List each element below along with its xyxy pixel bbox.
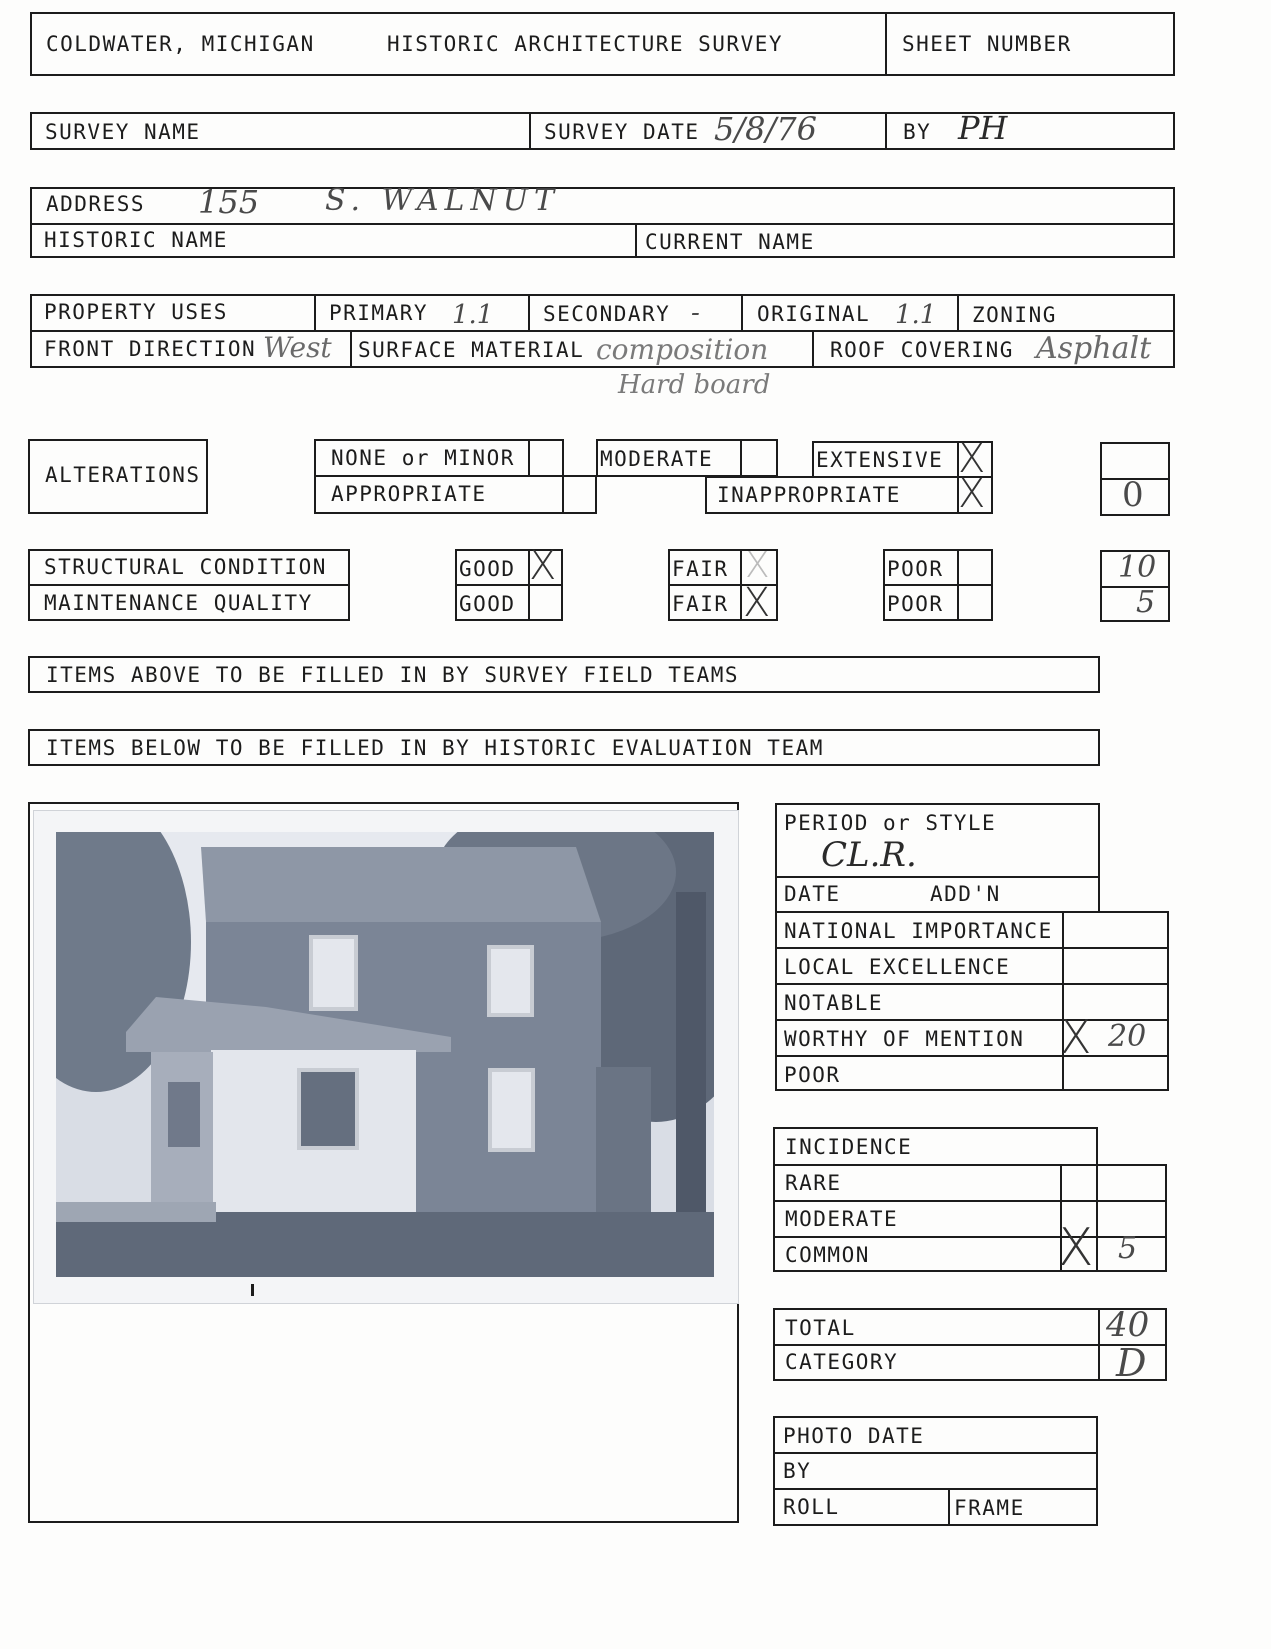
- notable-label: NOTABLE: [784, 991, 884, 1015]
- structural-score: 10: [1118, 550, 1157, 585]
- property-col-2: [528, 294, 530, 330]
- poor-cells-divider: [883, 584, 993, 586]
- period-style-value: CL.R.: [821, 835, 917, 875]
- incidence-row-2: [773, 1200, 1167, 1202]
- condition-score-divider: [1100, 586, 1170, 588]
- alterations-label: ALTERATIONS: [45, 463, 201, 487]
- house-photo: [56, 832, 714, 1277]
- extensive-mark: X: [958, 436, 986, 482]
- inappropriate-mark: X: [958, 471, 986, 517]
- structural-fair-mark: X: [745, 545, 770, 586]
- original-label: ORIGINAL: [757, 302, 871, 326]
- maintenance-score: 5: [1136, 585, 1156, 620]
- date-label: DATE: [784, 882, 841, 906]
- addn-label: ADD'N: [930, 882, 1001, 906]
- survey-date-label: SURVEY DATE: [544, 120, 700, 144]
- maintenance-quality-label: MAINTENANCE QUALITY: [44, 591, 313, 615]
- header-divider: [885, 12, 887, 76]
- primary-value: 1.1: [452, 300, 494, 330]
- structural-good-mark: X: [529, 543, 557, 589]
- zoning-label: ZONING: [972, 303, 1057, 327]
- house-photo-graphic: [56, 832, 714, 1277]
- worthy-of-mention-label: WORTHY OF MENTION: [784, 1027, 1025, 1051]
- photo-tick: [251, 1284, 254, 1296]
- sheet-number-label: SHEET NUMBER: [902, 32, 1072, 56]
- historic-name-label: HISTORIC NAME: [44, 228, 228, 252]
- alterations-score: 0: [1122, 475, 1144, 515]
- front-direction-label: FRONT DIRECTION: [44, 337, 257, 361]
- total-col-divider: [1098, 1308, 1100, 1381]
- alt-moderate-label: MODERATE: [600, 447, 714, 471]
- address-street: S. WALNUT: [325, 183, 561, 218]
- local-excellence-label: LOCAL EXCELLENCE: [784, 955, 1011, 979]
- importance-poor-label: POOR: [784, 1063, 841, 1087]
- address-number: 155: [198, 183, 260, 221]
- structural-fair-label: FAIR: [672, 557, 729, 581]
- total-value: 40: [1106, 1305, 1150, 1345]
- appropriate-check-divider: [562, 475, 564, 514]
- maintenance-fair-mark: X: [743, 580, 771, 626]
- incidence-label: INCIDENCE: [785, 1135, 913, 1159]
- original-value: 1.1: [895, 300, 937, 330]
- roof-covering-value: Asphalt: [1036, 331, 1152, 366]
- photo-date-label: PHOTO DATE: [783, 1424, 925, 1448]
- survey-by-label: BY: [903, 120, 932, 144]
- surface-material-value: composition: [596, 333, 769, 366]
- photo-info-row-1: [773, 1452, 1098, 1454]
- incidence-moderate-label: MODERATE: [785, 1207, 899, 1231]
- category-value: D: [1116, 1341, 1147, 1385]
- survey-name-label: SURVEY NAME: [45, 120, 201, 144]
- appropriate-label: APPROPRIATE: [331, 482, 487, 506]
- structural-good-label: GOOD: [459, 557, 516, 581]
- survey-divider-2: [885, 112, 887, 150]
- national-importance-label: NATIONAL IMPORTANCE: [784, 919, 1053, 943]
- survey-by-value: PH: [958, 109, 1008, 147]
- roof-covering-label: ROOF COVERING: [830, 338, 1014, 362]
- city-label: COLDWATER, MICHIGAN: [46, 32, 315, 56]
- poor-check-divider: [957, 549, 959, 621]
- common-mark: X: [1058, 1218, 1094, 1278]
- property-col-4: [957, 294, 959, 330]
- property-col-6: [812, 330, 814, 368]
- survey-title: HISTORIC ARCHITECTURE SURVEY: [387, 32, 784, 56]
- property-divider: [30, 330, 1175, 332]
- frame-label: FRAME: [954, 1496, 1025, 1520]
- property-uses-label: PROPERTY USES: [44, 300, 228, 324]
- address-label: ADDRESS: [46, 192, 146, 216]
- front-direction-value: West: [263, 331, 332, 364]
- surface-material-label: SURFACE MATERIAL: [358, 338, 585, 362]
- photo-info-row-2: [773, 1488, 1098, 1490]
- survey-date-value: 5/8/76: [714, 110, 817, 148]
- none-minor-label: NONE or MINOR: [331, 446, 515, 470]
- name-divider: [635, 223, 637, 258]
- period-style-label: PERIOD or STYLE: [784, 811, 997, 835]
- maintenance-fair-label: FAIR: [672, 592, 729, 616]
- notice-below-text: ITEMS BELOW TO BE FILLED IN BY HISTORIC EVALUATION TEAM: [46, 736, 824, 760]
- worthy-mark: X: [1060, 1010, 1092, 1064]
- photo-by-label: BY: [783, 1459, 812, 1483]
- common-score: 5: [1118, 1231, 1138, 1266]
- notice-above-text: ITEMS ABOVE TO BE FILLED IN BY SURVEY FIELD TEAMS: [46, 663, 740, 687]
- secondary-label: SECONDARY: [543, 302, 671, 326]
- condition-labels-divider: [28, 584, 350, 586]
- importance-col-divider: [1062, 911, 1064, 1091]
- period-divider: [775, 876, 1100, 878]
- moderate-check-divider: [740, 439, 742, 477]
- rare-label: RARE: [785, 1171, 842, 1195]
- importance-row-1: [775, 947, 1169, 949]
- primary-label: PRIMARY: [329, 301, 429, 325]
- extensive-label: EXTENSIVE: [816, 448, 944, 472]
- structural-poor-label: POOR: [887, 557, 944, 581]
- category-label: CATEGORY: [785, 1350, 899, 1374]
- total-label: TOTAL: [785, 1316, 856, 1340]
- maintenance-good-label: GOOD: [459, 592, 516, 616]
- property-col-1: [314, 294, 316, 330]
- inappropriate-label: INAPPROPRIATE: [717, 483, 901, 507]
- address-divider: [30, 223, 1175, 225]
- secondary-value: -: [691, 298, 700, 328]
- common-label: COMMON: [785, 1243, 870, 1267]
- property-col-5: [350, 330, 352, 368]
- roll-frame-divider: [948, 1488, 950, 1526]
- survey-divider-1: [529, 112, 531, 150]
- surface-material-value-2: Hard board: [618, 370, 771, 400]
- incidence-row-1: [773, 1164, 1167, 1166]
- fair-check-divider: [740, 549, 742, 621]
- property-col-3: [741, 294, 743, 330]
- maintenance-poor-label: POOR: [887, 592, 944, 616]
- none-minor-check-divider: [528, 439, 530, 477]
- importance-row-4: [775, 1055, 1169, 1057]
- roll-label: ROLL: [783, 1495, 840, 1519]
- incidence-row-3: [773, 1236, 1167, 1238]
- current-name-label: CURRENT NAME: [645, 230, 815, 254]
- importance-row-2: [775, 983, 1169, 985]
- worthy-score: 20: [1108, 1019, 1147, 1054]
- structural-condition-label: STRUCTURAL CONDITION: [44, 555, 327, 579]
